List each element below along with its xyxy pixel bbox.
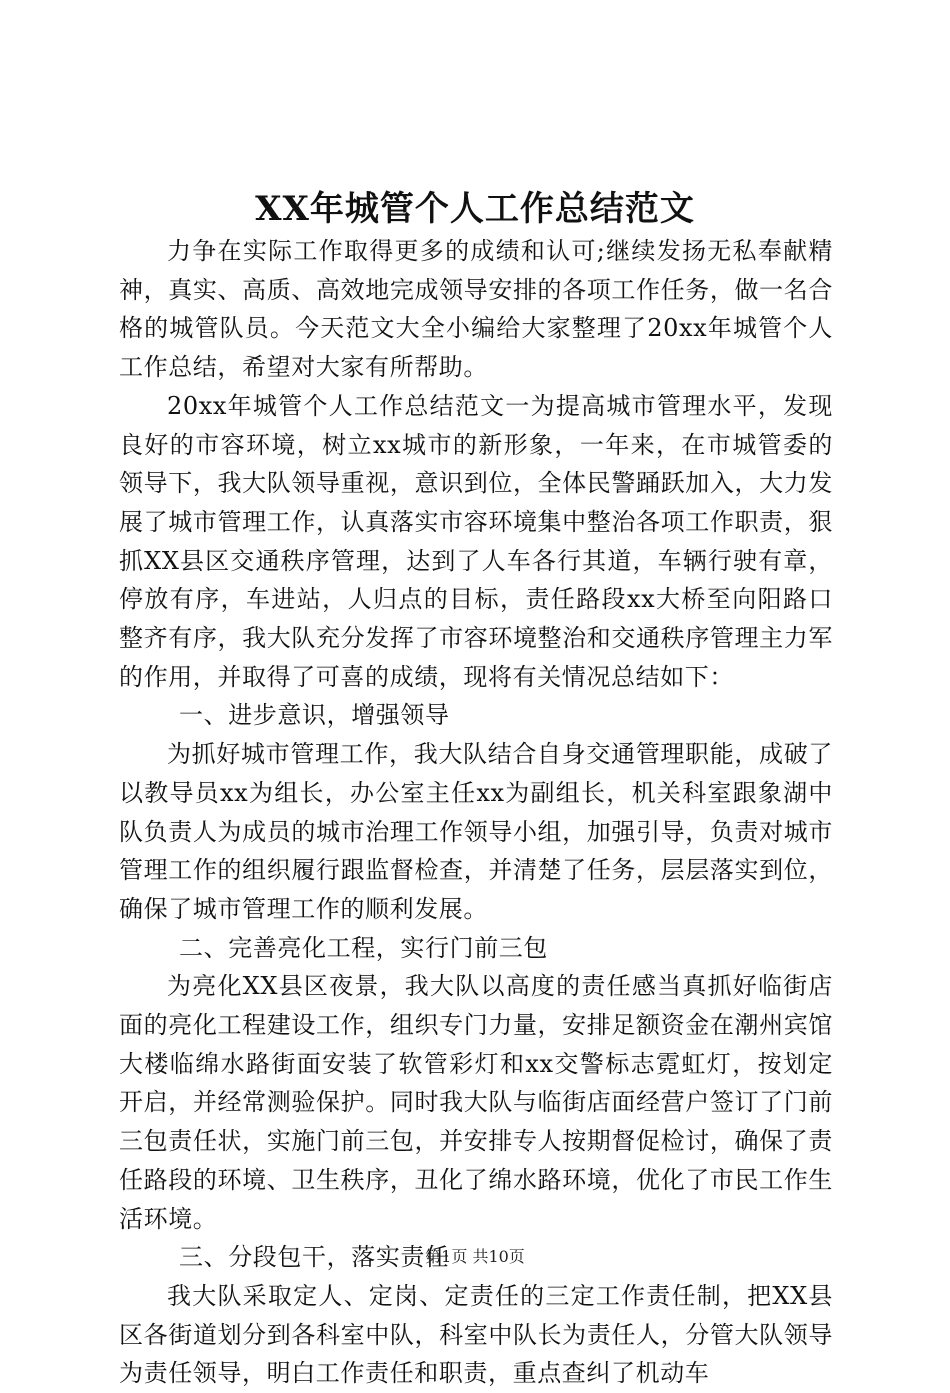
overview-paragraph: 20xx年城管个人工作总结范文一为提高城市管理水平，发现良好的市容环境，树立xx城市的新形象，一年来，在市城管委的领导下，我大队领导重视，意识到位，全体民警踊跃加入，大力发展了城市管理工作，认真落实市容环境集中整治各项工作职责，狠抓XX县区交通秩序管理，达到了人车各行其道，车辆行驶有章，停放有序，车进站，人归点的目标，责任路段xx大桥至向阳路口整齐有序，我大队充分发挥了市容环境整治和交通秩序管理主力军的作用，并取得了可喜的成绩，现将有关情况总结如下：: [119, 391, 833, 691]
section-3-paragraph: 我大队采取定人、定岗、定责任的三定工作责任制，把XX县区各街道划分到各科室中队，科室中队长为责任人，分管大队领导为责任领导，明白工作责任和职责，重点查纠了机动车: [119, 1281, 833, 1388]
section-heading-1: 一、进步意识，增强领导: [179, 701, 450, 730]
section-heading-3: 三、分段包干，落实责任: [179, 1243, 450, 1272]
page-number-footer: 第1页 共10页: [425, 1247, 525, 1266]
section-2-paragraph: 为亮化XX县区夜景，我大队以高度的责任感当真抓好临街店面的亮化工程建设工作，组织专门力量，安排足额资金在潮州宾馆大楼临绵水路街面安装了软管彩灯和xx交警标志霓虹灯，按划定开启，并经常测验保护。同时我大队与临街店面经营户签订了门前三包责任状，实施门前三包，并安排专人按期督促检讨，确保了责任路段的环境、卫生秩序，丑化了绵水路环境，优化了市民工作生活环境。: [119, 972, 833, 1233]
document-title: XX年城管个人工作总结范文: [255, 189, 695, 229]
intro-paragraph: 力争在实际工作取得更多的成绩和认可;继续发扬无私奉献精神，真实、高质、高效地完成领导安排的各项工作任务，做一名合格的城管队员。今天范文大全小编给大家整理了20xx年城管个人工作总结，希望对大家有所帮助。: [119, 237, 833, 382]
section-heading-2: 二、完善亮化工程，实行门前三包: [179, 933, 548, 962]
section-1-paragraph: 为抓好城市管理工作，我大队结合自身交通管理职能，成破了以教导员xx为组长，办公室主任xx为副组长，机关科室跟象湖中队负责人为成员的城市治理工作领导小组，加强引导，负责对城市管理工作的组织履行跟监督检查，并清楚了任务，层层落实到位，确保了城市管理工作的顺利发展。: [119, 740, 833, 923]
document-body: [119, 232, 833, 1393]
